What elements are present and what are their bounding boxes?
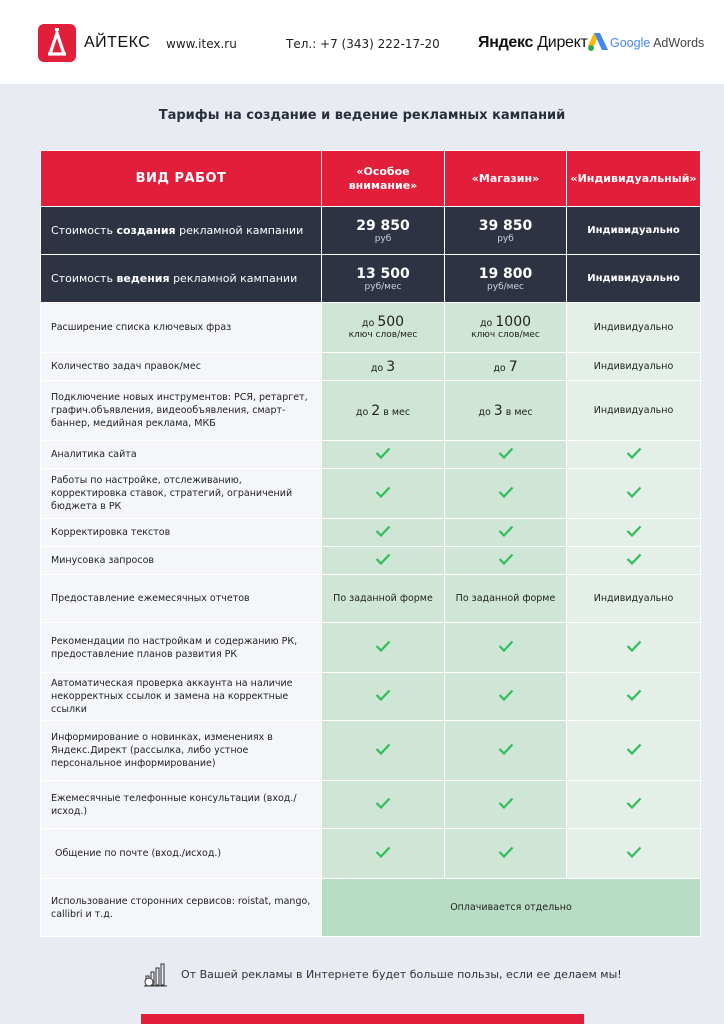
value-cell <box>322 721 445 781</box>
value-cell: Индивидуально <box>567 575 701 623</box>
check-icon <box>626 689 642 701</box>
header-work-type: ВИД РАБОТ <box>41 151 322 207</box>
feature-label: Предоставление ежемесячных отчетов <box>41 575 322 623</box>
check-icon <box>375 486 391 498</box>
check-icon <box>375 447 391 459</box>
check-icon <box>498 640 514 652</box>
maintenance-price-2: 19 800 руб/мес <box>445 255 567 303</box>
feature-label: Минусовка запросов <box>41 547 322 575</box>
table-row <box>41 353 701 381</box>
value-cell <box>322 547 445 575</box>
brand-name: АЙТЕКС <box>84 34 151 51</box>
feature-label: Рекомендации по настройкам и содержанию РК, предоставление планов развития РК <box>41 623 322 673</box>
check-icon <box>375 553 391 565</box>
header-individual: «Индивидуальный» <box>567 151 701 207</box>
table-row <box>41 303 701 353</box>
feature-label: Общение по почте (вход./исход.) <box>41 829 322 879</box>
check-icon <box>375 525 391 537</box>
value-cell: до 3 <box>322 353 445 381</box>
check-icon <box>498 846 514 858</box>
feature-label: Информирование о новинках, изменениях в Яндекс.Директ (рассылка, либо устное персональное информирование) <box>41 721 322 781</box>
site-link[interactable]: www.itex.ru <box>166 37 237 51</box>
page-title: Тарифы на создание и ведение рекламных кампаний <box>158 108 566 123</box>
feature-label: Аналитика сайта <box>41 441 322 469</box>
check-icon <box>498 689 514 701</box>
value-cell <box>445 829 567 879</box>
value-cell <box>322 673 445 721</box>
header-shop: «Магазин» <box>445 151 567 207</box>
value-cell <box>322 829 445 879</box>
logo-icon <box>38 24 76 62</box>
maintenance-price-3: Индивидуально <box>567 255 701 303</box>
tariff-table <box>40 150 701 937</box>
phone-number: Тел.: +7 (343) 222-17-20 <box>286 37 440 51</box>
creation-price-3: Индивидуально <box>567 207 701 255</box>
footer-slogan: От Вашей рекламы в Интернете будет больше пользы, если ее делаем мы! <box>181 968 622 981</box>
table-row <box>41 781 701 829</box>
maintenance-price-1: 13 500 руб/мес <box>322 255 445 303</box>
value-cell: до 3 в мес <box>445 381 567 441</box>
feature-label: Автоматическая проверка аккаунта на наличие некорректных ссылок и замена на корректные ссылки <box>41 673 322 721</box>
value-cell: до 7 <box>445 353 567 381</box>
page-header <box>0 0 724 84</box>
check-icon <box>626 553 642 565</box>
check-icon <box>626 797 642 809</box>
creation-label: Стоимость создания рекламной кампании <box>41 207 322 255</box>
table-row <box>41 547 701 575</box>
check-icon <box>498 486 514 498</box>
check-icon <box>626 846 642 858</box>
footer-accent-bar <box>141 1014 584 1024</box>
table-row <box>41 441 701 469</box>
value-cell <box>567 781 701 829</box>
check-icon <box>626 486 642 498</box>
value-cell <box>322 469 445 519</box>
table-row <box>41 879 701 937</box>
table-row <box>41 721 701 781</box>
value-cell <box>322 623 445 673</box>
check-icon <box>626 743 642 755</box>
value-cell <box>567 673 701 721</box>
check-icon <box>498 743 514 755</box>
value-cell: до 500 ключ слов/мес <box>322 303 445 353</box>
feature-label: Использование сторонних сервисов: roistat, mango, callibri и т.д. <box>41 879 322 937</box>
value-cell <box>567 441 701 469</box>
value-cell <box>445 441 567 469</box>
yandex-direct-logo: Яндекс Директ <box>478 34 588 51</box>
chart-growth-icon <box>143 962 169 988</box>
value-cell <box>445 623 567 673</box>
check-icon <box>375 689 391 701</box>
value-cell <box>567 469 701 519</box>
check-icon <box>626 640 642 652</box>
check-icon <box>626 525 642 537</box>
header-special-attention: «Особое внимание» <box>322 151 445 207</box>
value-cell <box>445 547 567 575</box>
value-cell: до 1000 ключ слов/мес <box>445 303 567 353</box>
feature-label: Количество задач правок/мес <box>41 353 322 381</box>
table-row <box>41 623 701 673</box>
value-cell <box>322 519 445 547</box>
creation-price-2: 39 850 руб <box>445 207 567 255</box>
table-header-row <box>41 151 701 207</box>
value-cell: до 2 в мес <box>322 381 445 441</box>
check-icon <box>375 846 391 858</box>
table-row <box>41 381 701 441</box>
value-cell <box>567 829 701 879</box>
value-cell: Индивидуально <box>567 381 701 441</box>
table-row <box>41 673 701 721</box>
check-icon <box>498 447 514 459</box>
creation-price-1: 29 850 руб <box>322 207 445 255</box>
table-row <box>41 829 701 879</box>
table-row <box>41 207 701 255</box>
google-adwords-logo: Google AdWords <box>610 36 705 50</box>
value-cell <box>445 519 567 547</box>
google-adwords-icon <box>587 32 609 52</box>
value-cell <box>322 441 445 469</box>
value-cell: По заданной форме <box>445 575 567 623</box>
feature-label: Ежемесячные телефонные консультации (вход./исход.) <box>41 781 322 829</box>
table-row <box>41 469 701 519</box>
check-icon <box>498 553 514 565</box>
feature-label: Подключение новых инструментов: РСЯ, ретаргет, графич.объявления, видеообъявления, смарт-баннер, медийная реклама, МКБ <box>41 381 322 441</box>
check-icon <box>498 797 514 809</box>
table-row <box>41 519 701 547</box>
check-icon <box>375 743 391 755</box>
paid-separately-cell: Оплачивается отдельно <box>322 879 701 937</box>
feature-label: Работы по настройке, отслеживанию, корректировка ставок, стратегий, ограничений бюджета в РК <box>41 469 322 519</box>
table-row <box>41 575 701 623</box>
check-icon <box>375 640 391 652</box>
feature-label: Расширение списка ключевых фраз <box>41 303 322 353</box>
value-cell: Индивидуально <box>567 303 701 353</box>
value-cell <box>445 721 567 781</box>
value-cell <box>445 781 567 829</box>
value-cell: По заданной форме <box>322 575 445 623</box>
value-cell <box>567 721 701 781</box>
value-cell <box>322 781 445 829</box>
value-cell <box>567 519 701 547</box>
check-icon <box>498 525 514 537</box>
value-cell <box>567 547 701 575</box>
value-cell <box>445 673 567 721</box>
value-cell <box>445 469 567 519</box>
table-row <box>41 255 701 303</box>
check-icon <box>626 447 642 459</box>
maintenance-label: Стоимость ведения рекламной кампании <box>41 255 322 303</box>
feature-label: Корректировка текстов <box>41 519 322 547</box>
value-cell: Индивидуально <box>567 353 701 381</box>
check-icon <box>375 797 391 809</box>
value-cell <box>567 623 701 673</box>
